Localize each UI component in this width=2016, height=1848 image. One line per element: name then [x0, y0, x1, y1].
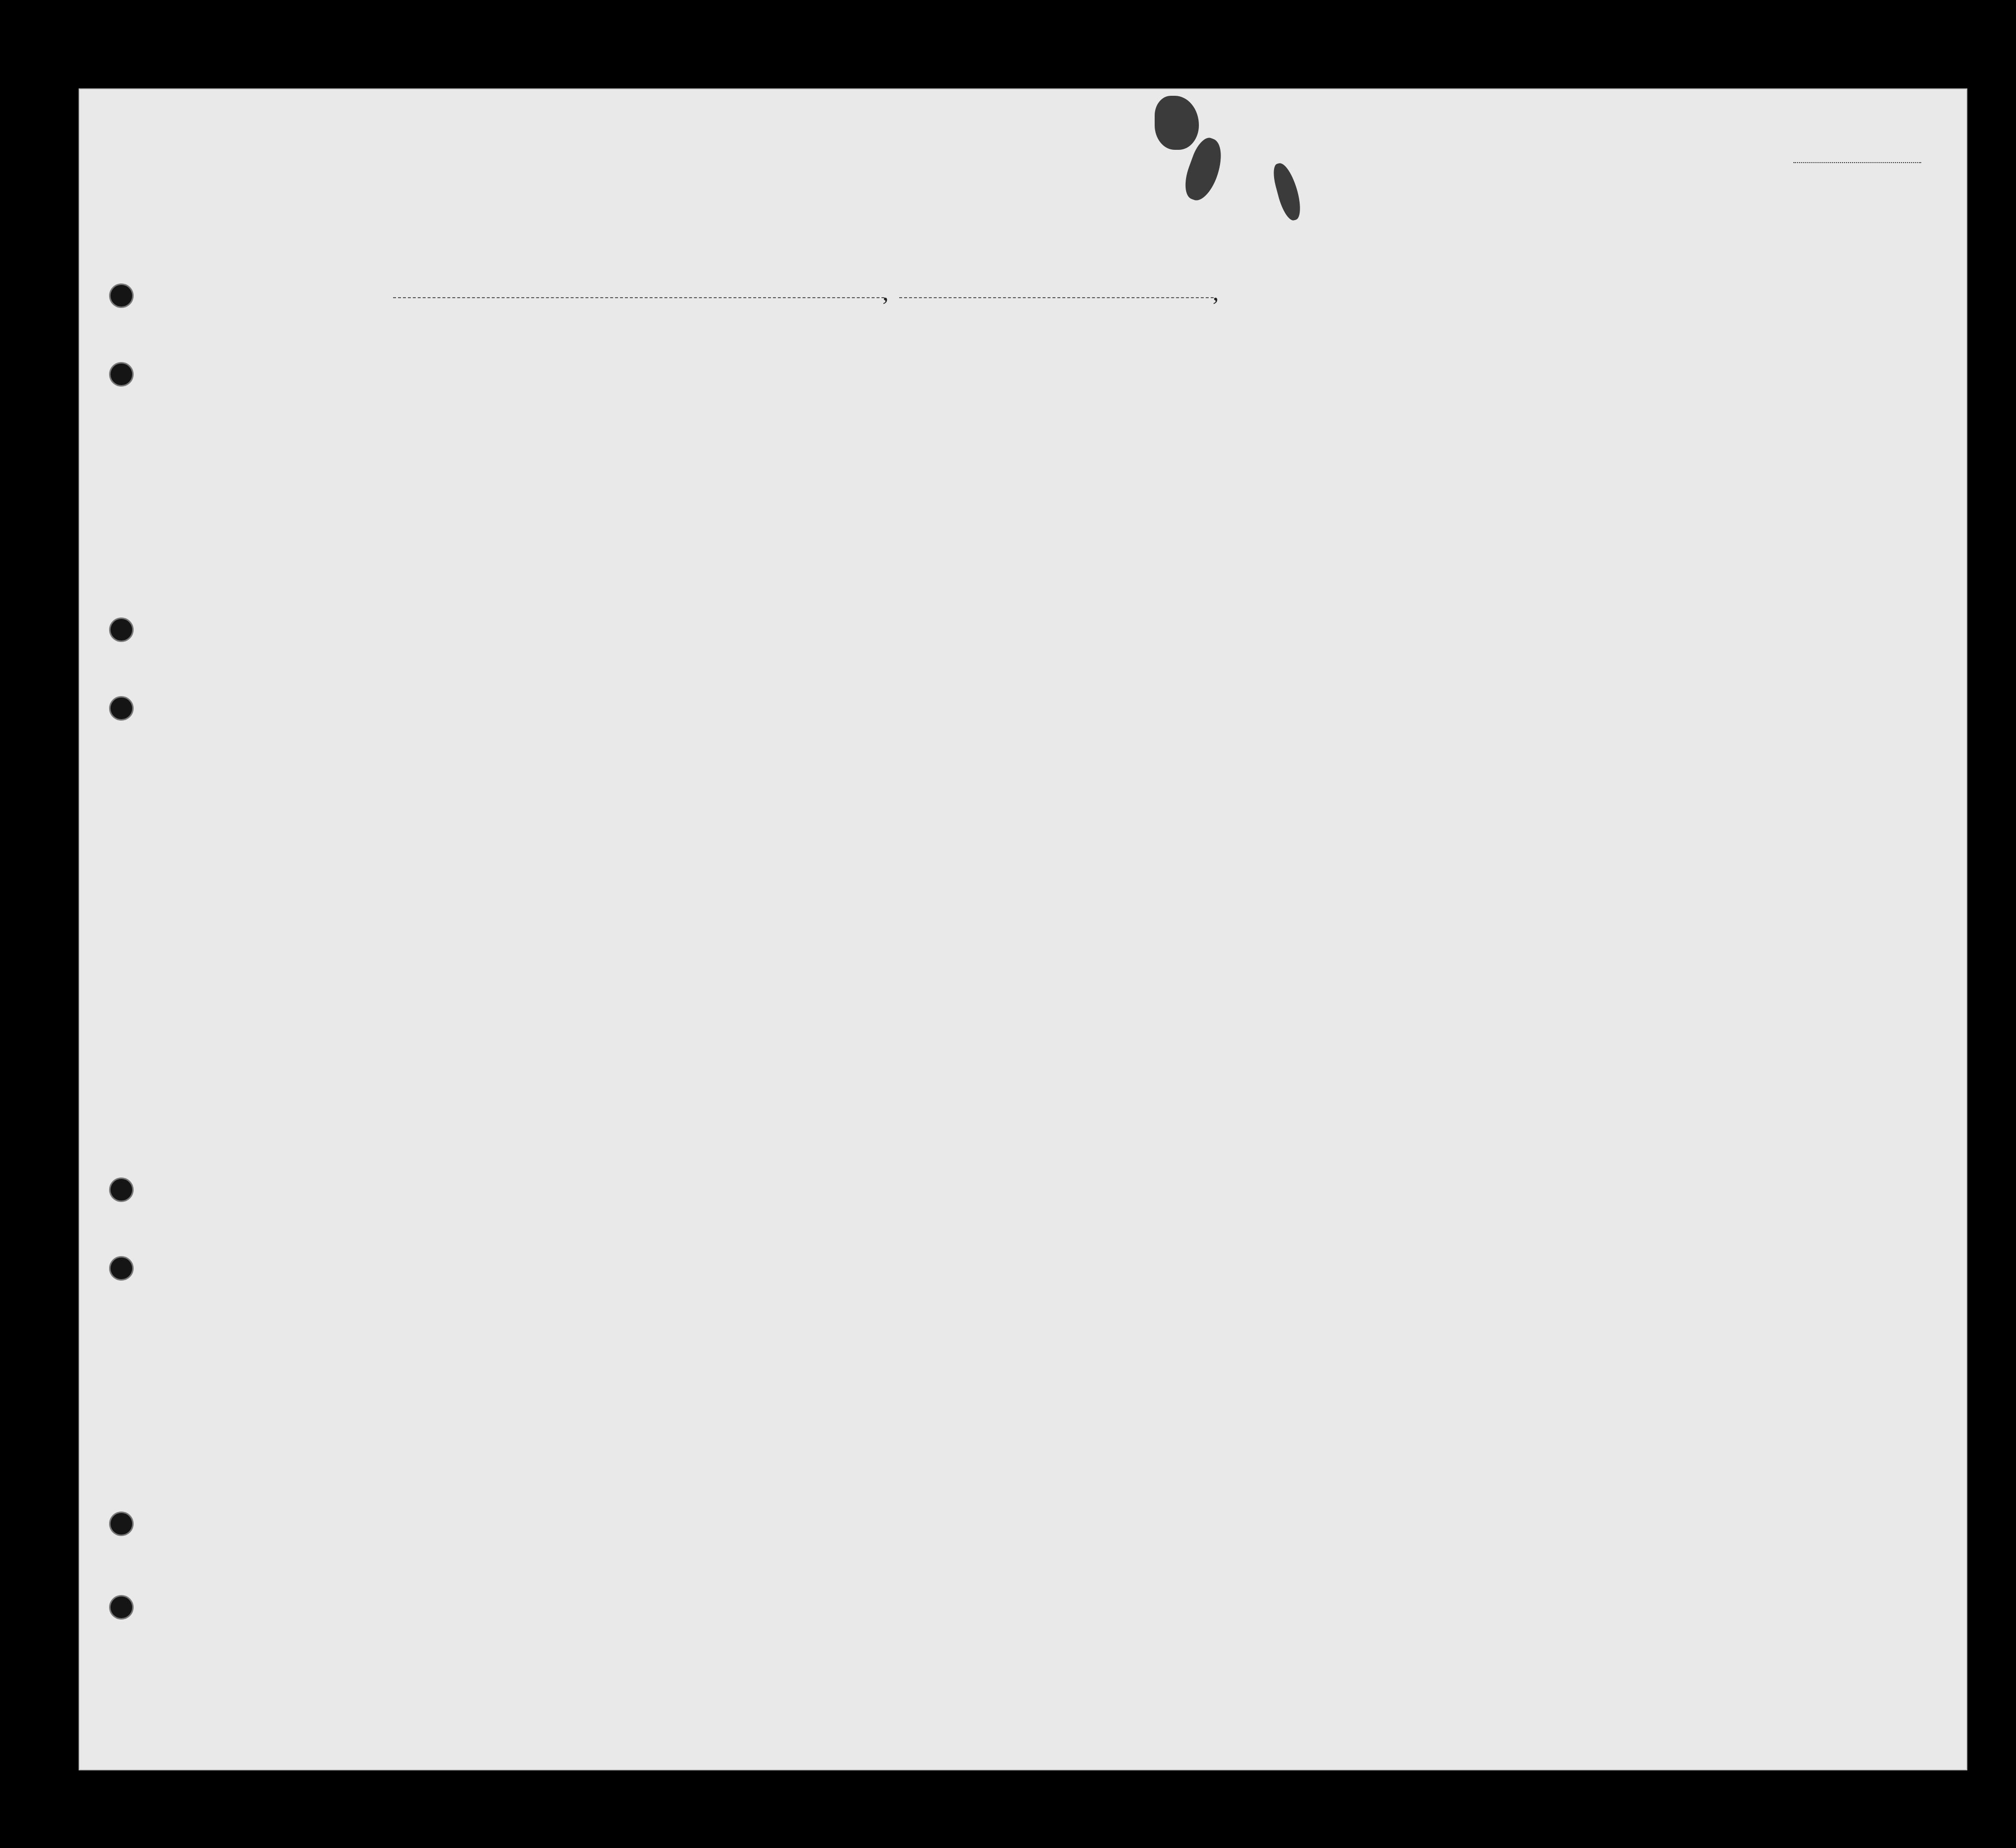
comma: ,: [882, 278, 889, 306]
comma: ,: [1213, 278, 1219, 306]
